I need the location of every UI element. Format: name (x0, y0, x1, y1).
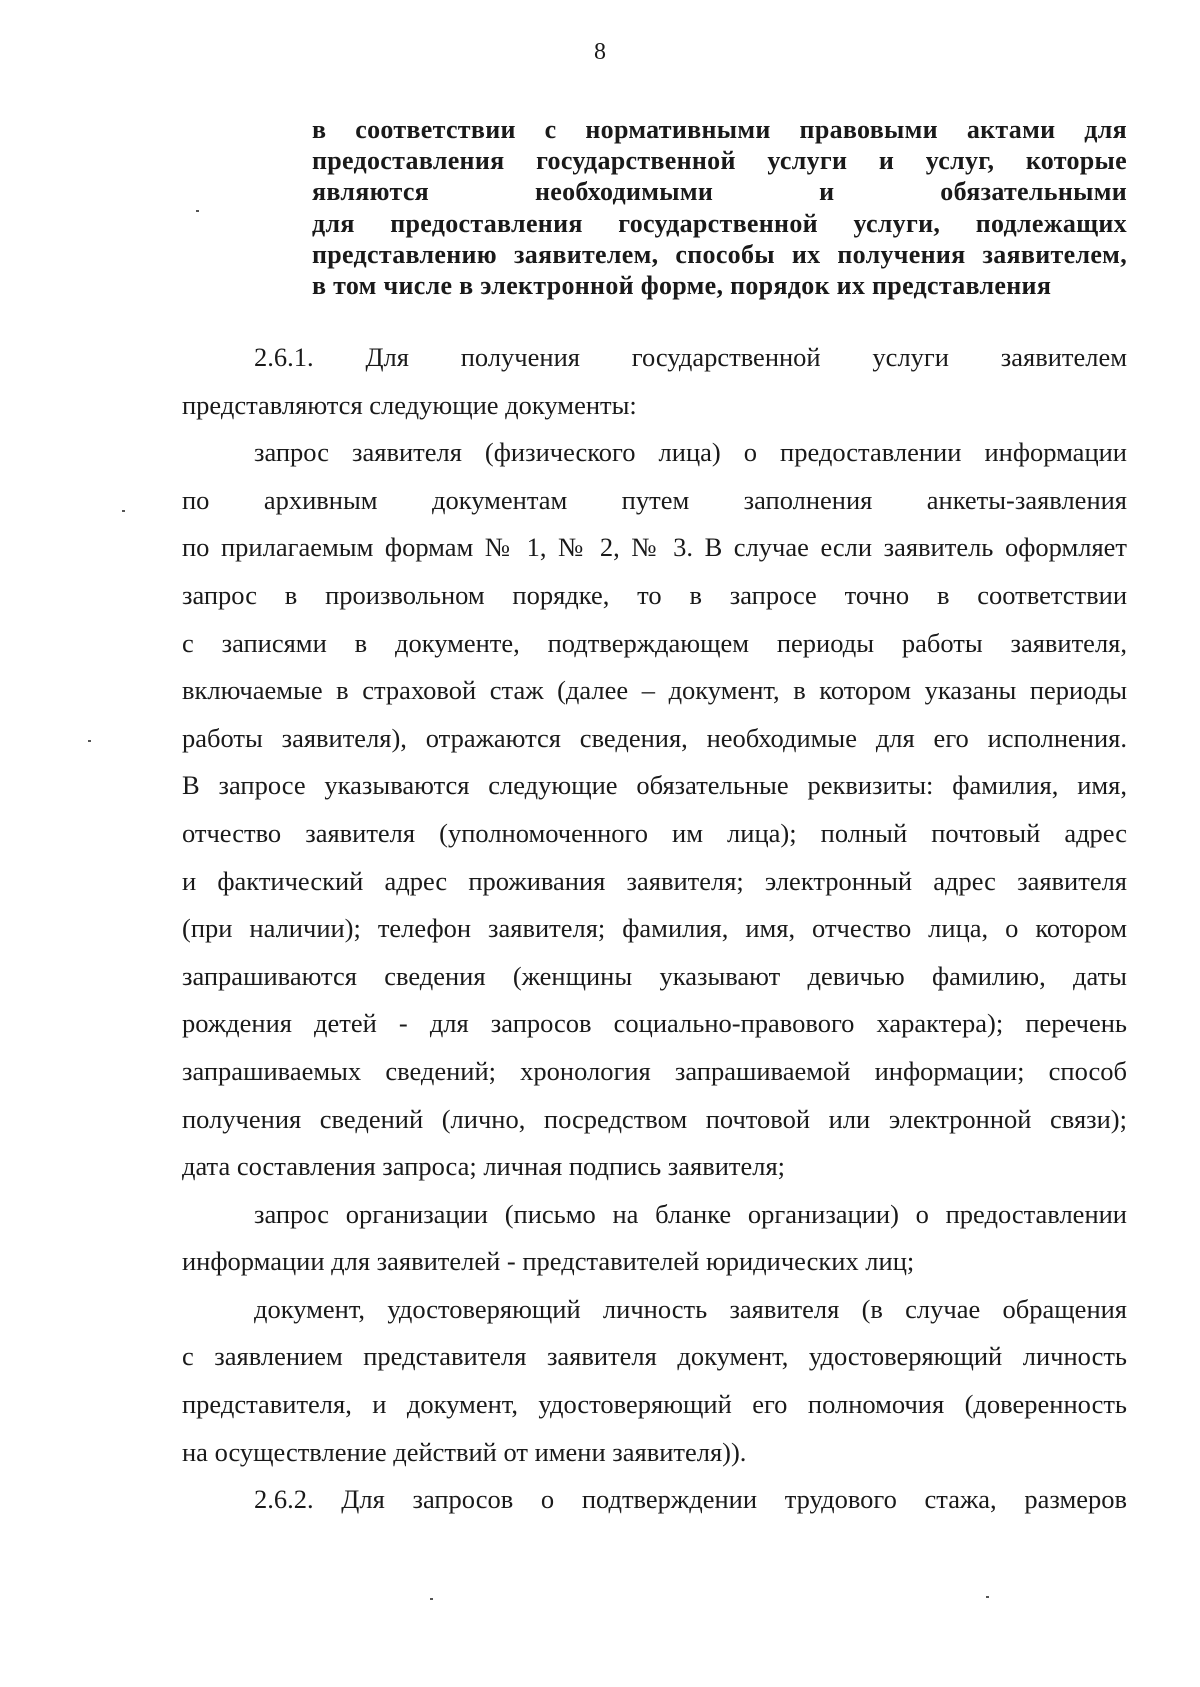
text-line: дата составления запроса; личная подпись заявителя; (182, 1151, 786, 1182)
text-line: (при наличии); телефон заявителя; фамилия, имя, отчество лица, о котором (182, 913, 1127, 944)
scan-speck (122, 510, 125, 512)
text-line: запрос заявителя (физического лица) о предоставлении информации (254, 437, 1127, 468)
paragraph-2-6-2 (182, 1476, 1127, 1524)
scan-speck (430, 1598, 433, 1600)
text-line: запрос в произвольном порядке, то в запросе точно в соответствии (182, 579, 1127, 610)
text-line: включаемые в страховой стаж (далее – документ, в котором указаны периоды (182, 675, 1127, 706)
heading-line: являются необходимыми и обязательными (312, 177, 1127, 207)
heading-line: представлению заявителем, способы их получения заявителем, (312, 239, 1127, 269)
text-line: 2.6.2. Для запросов о подтверждении трудового стажа, размеров (254, 1484, 1127, 1515)
heading-line: для предоставления государственной услуги, подлежащих (312, 208, 1127, 238)
text-line: по архивным документам путем заполнения анкеты-заявления (182, 484, 1127, 515)
text-line: и фактический адрес проживания заявителя; электронный адрес заявителя (182, 865, 1127, 896)
text-line: отчество заявителя (уполномоченного им лица); полный почтовый адрес (182, 817, 1127, 848)
heading-line: в соответствии с нормативными правовыми актами для (312, 115, 1127, 144)
text-line: работы заявителя), отражаются сведения, необходимые для его исполнения. (182, 722, 1127, 753)
text-line: с записями в документе, подтверждающем периоды работы заявителя, (182, 627, 1127, 658)
text-line: с заявлением представителя заявителя документ, удостоверяющий личность (182, 1341, 1127, 1372)
paragraph-organization-request (182, 1191, 1127, 1286)
text-line: информации для заявителей - представителей юридических лиц; (182, 1246, 915, 1277)
text-line: получения сведений (лично, посредством почтовой или электронной связи); (182, 1103, 1127, 1134)
scan-speck (88, 740, 91, 742)
text-line: представляются следующие документы: (182, 389, 637, 420)
text-line: рождения детей - для запросов социально-правового характера); перечень (182, 1008, 1127, 1039)
text-line: запрашиваются сведения (женщины указывают девичью фамилию, даты (182, 960, 1127, 991)
text-line: на осуществление действий от имени заявителя)). (182, 1436, 747, 1467)
scan-speck (986, 1596, 989, 1598)
text-line: 2.6.1. Для получения государственной услуги заявителем (254, 342, 1127, 372)
text-line: представителя, и документ, удостоверяющий его полномочия (доверенность (182, 1389, 1127, 1420)
body-text (182, 334, 1127, 1524)
paragraph-individual-request (182, 429, 1127, 1191)
paragraph-2-6-1 (182, 334, 1127, 429)
heading-line: предоставления государственной услуги и услуг, которые (312, 146, 1127, 176)
text-line: запрос организации (письмо на бланке организации) о предоставлении (254, 1198, 1127, 1229)
text-line: запрашиваемых сведений; хронология запрашиваемой информации; способ (182, 1055, 1127, 1086)
text-line: документ, удостоверяющий личность заявителя (в случае обращения (254, 1293, 1127, 1324)
paragraph-identity-document (182, 1286, 1127, 1476)
scan-speck (196, 210, 199, 212)
section-heading (312, 114, 1127, 301)
page-number: 8 (594, 39, 606, 65)
heading-line: в том числе в электронной форме, порядок их представления (312, 271, 1052, 301)
text-line: В запросе указываются следующие обязательные реквизиты: фамилия, имя, (182, 770, 1127, 801)
text-line: по прилагаемым формам № 1, № 2, № 3. В случае если заявитель оформляет (182, 532, 1127, 563)
